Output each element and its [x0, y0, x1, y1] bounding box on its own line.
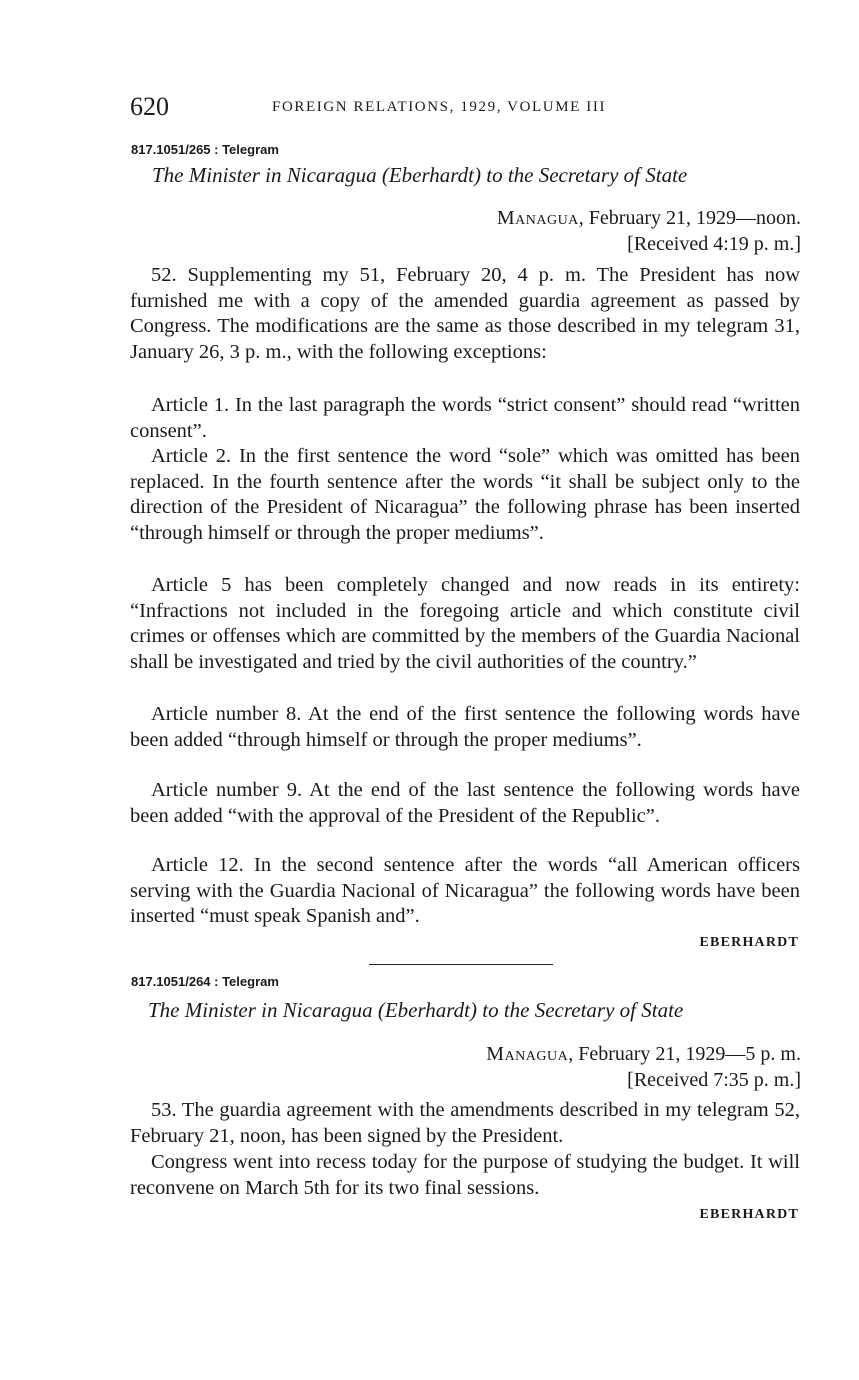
dateline-place: Managua: [486, 1043, 569, 1065]
section-divider: [369, 964, 553, 965]
dateline: [497, 207, 801, 230]
paragraph: Congress went into recess today for the purpose of studying the budget. It will reconvene on March 5th for its two final sessions.: [130, 1151, 800, 1199]
signature: EBERHARDT: [699, 935, 799, 950]
dateline: [486, 1043, 801, 1066]
received-line: [Received 4:19 p. m.]: [627, 233, 801, 255]
file-number: 817.1051/265 : Telegram: [131, 142, 279, 157]
dateline-place: Managua: [496, 207, 579, 229]
signature: EBERHARDT: [699, 1207, 799, 1222]
page-number: 620: [130, 92, 169, 121]
paragraph: Article 12. In the second sentence after the words “all American officers serving with the Guardia Nacional of Nicaragua” the following words have been inserted “must speak Spanish and”.: [130, 854, 800, 928]
file-number: 817.1051/264 : Telegram: [131, 974, 279, 989]
paragraph: 52. Supplementing my 51, February 20, 4 p. m. The President has now furnished me with a copy of the amended guardia agreement as passed by Congress. The modifications are the same as those described in my telegram 31, January 26, 3 p. m., with the following exceptions:: [130, 264, 800, 364]
received-line: [Received 7:35 p. m.]: [627, 1069, 801, 1091]
paragraph: Article number 9. At the end of the last sentence the following words have been added “with the approval of the President of the Republic”.: [130, 779, 800, 827]
dateline-date: , February 21, 1929—5 p. m.: [568, 1043, 801, 1065]
document-title: The Minister in Nicaragua (Eberhardt) to the Secretary of State: [152, 163, 688, 187]
dateline-date: , February 21, 1929—noon.: [578, 207, 801, 229]
paragraph: Article 1. In the last paragraph the words “strict consent” should read “written consent”.: [130, 394, 800, 442]
paragraph: Article 2. In the first sentence the word “sole” which was omitted has been replaced. In the fourth sentence after the words “it shall be subject only to the direction of the President of Nicaragua” the following phrase has been inserted “through himself or through the proper mediums”.: [130, 445, 800, 545]
paragraph: Article 5 has been completely changed and now reads in its entirety: “Infractions not included in the foregoing article and which constitute civil crimes or offenses which are committed by the members of the Guardia Nacional shall be investigated and tried by the civil authorities of the country.”: [130, 574, 800, 674]
paragraph: 53. The guardia agreement with the amendments described in my telegram 52, February 21, noon, has been signed by the President.: [130, 1099, 800, 1147]
running-title: FOREIGN RELATIONS, 1929, VOLUME III: [272, 99, 607, 115]
paragraph: Article number 8. At the end of the first sentence the following words have been added “through himself or through the proper mediums”.: [130, 703, 800, 751]
document-title: The Minister in Nicaragua (Eberhardt) to the Secretary of State: [148, 998, 684, 1022]
